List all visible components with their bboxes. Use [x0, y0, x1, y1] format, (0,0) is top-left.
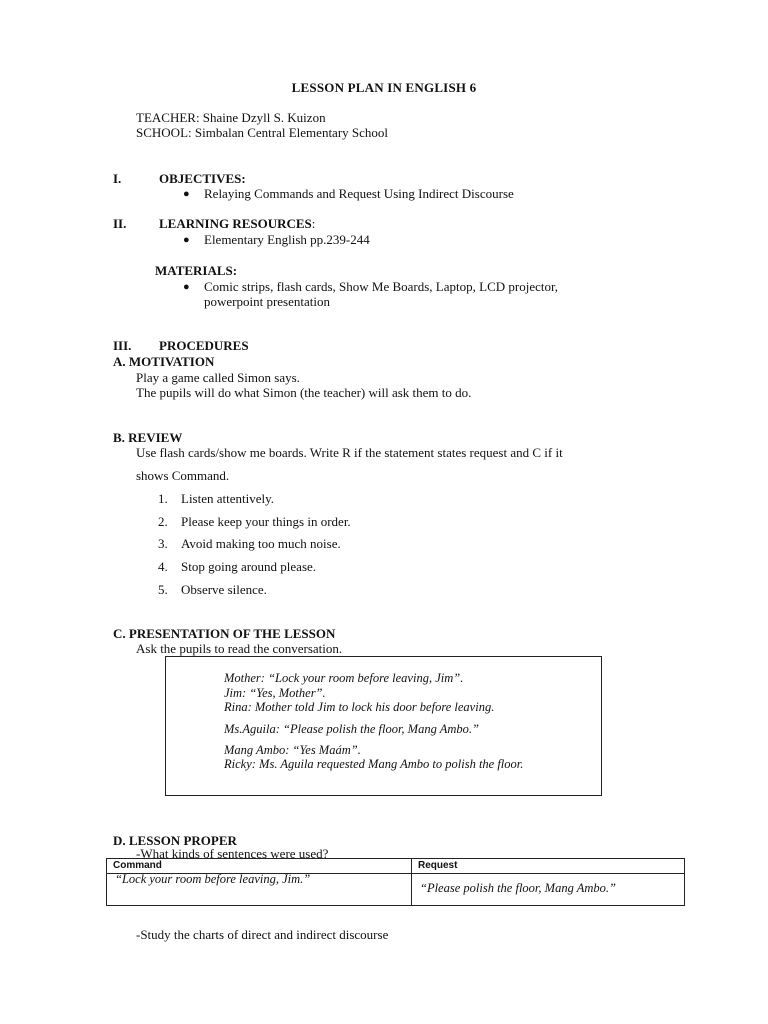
bullet-icon: ●	[183, 188, 190, 200]
review-item: Listen attentively.	[181, 491, 275, 506]
procedures-number: III.	[113, 338, 132, 353]
review-item-number: 1.	[158, 491, 168, 506]
conversation-line: Mother: “Lock your room before leaving, Jim”.	[224, 671, 464, 685]
materials-heading: MATERIALS:	[155, 263, 238, 278]
conversation-line: Ricky: Ms. Aguila requested Mang Ambo to polish the floor.	[224, 757, 524, 771]
resources-colon: :	[311, 216, 316, 231]
resources-heading: LEARNING RESOURCES	[159, 216, 312, 231]
lesson-proper-footer: -Study the charts of direct and indirect discourse	[136, 927, 389, 942]
objectives-number: I.	[113, 171, 122, 186]
command-cell	[107, 874, 412, 906]
school-line: SCHOOL: Simbalan Central Elementary School	[136, 125, 389, 140]
review-item-number: 4.	[158, 559, 168, 574]
lesson-proper-heading: D. LESSON PROPER	[113, 833, 237, 848]
review-heading: B. REVIEW	[113, 430, 183, 445]
resource-item: Elementary English pp.239-244	[204, 232, 370, 247]
conversation-line: Rina: Mother told Jim to lock his door before leaving.	[224, 700, 495, 714]
lesson-proper-question: -What kinds of sentences were used?	[136, 846, 329, 861]
presentation-intro: Ask the pupils to read the conversation.	[136, 641, 343, 656]
document-title: LESSON PLAN IN ENGLISH 6	[291, 80, 477, 95]
materials-line-1: Comic strips, flash cards, Show Me Boards, Laptop, LCD projector,	[204, 279, 559, 294]
conversation-line: Mang Ambo: “Yes Maám”.	[224, 743, 361, 757]
request-cell	[412, 874, 685, 906]
request-text: “Please polish the floor, Mang Ambo.”	[420, 881, 616, 895]
review-item-number: 3.	[158, 536, 168, 551]
motivation-line-1: Play a game called Simon says.	[136, 370, 300, 385]
conversation-line: Jim: “Yes, Mother”.	[224, 686, 326, 700]
table-row	[107, 874, 685, 906]
bullet-icon: ●	[183, 234, 190, 246]
review-instruction-1: Use flash cards/show me boards. Write R if the statement states request and C if it	[136, 445, 563, 460]
command-request-table	[106, 858, 685, 906]
column-header-command: Command	[107, 859, 412, 874]
command-text: “Lock your room before leaving, Jim.”	[115, 872, 311, 886]
materials-line-2: powerpoint presentation	[204, 294, 330, 309]
review-item: Avoid making too much noise.	[181, 536, 341, 551]
teacher-line: TEACHER: Shaine Dzyll S. Kuizon	[136, 110, 326, 125]
review-item: Observe silence.	[181, 582, 267, 597]
resources-number: II.	[113, 216, 127, 231]
review-instruction-2: shows Command.	[136, 468, 230, 483]
objectives-heading: OBJECTIVES:	[159, 171, 246, 186]
motivation-heading: A. MOTIVATION	[113, 354, 215, 369]
review-item-number: 5.	[158, 582, 168, 597]
review-item-number: 2.	[158, 514, 168, 529]
conversation-line: Ms.Aguila: “Please polish the floor, Mang Ambo.”	[224, 722, 479, 736]
column-header-request: Request	[412, 859, 685, 874]
conversation-box	[165, 656, 602, 796]
review-item: Stop going around please.	[181, 559, 317, 574]
review-item: Please keep your things in order.	[181, 514, 351, 529]
presentation-heading: C. PRESENTATION OF THE LESSON	[113, 626, 336, 641]
motivation-line-2: The pupils will do what Simon (the teacher) will ask them to do.	[136, 385, 472, 400]
procedures-heading: PROCEDURES	[159, 338, 249, 353]
objective-item: Relaying Commands and Request Using Indirect Discourse	[204, 186, 514, 201]
resources-heading-line	[159, 216, 315, 232]
bullet-icon: ●	[183, 281, 190, 293]
